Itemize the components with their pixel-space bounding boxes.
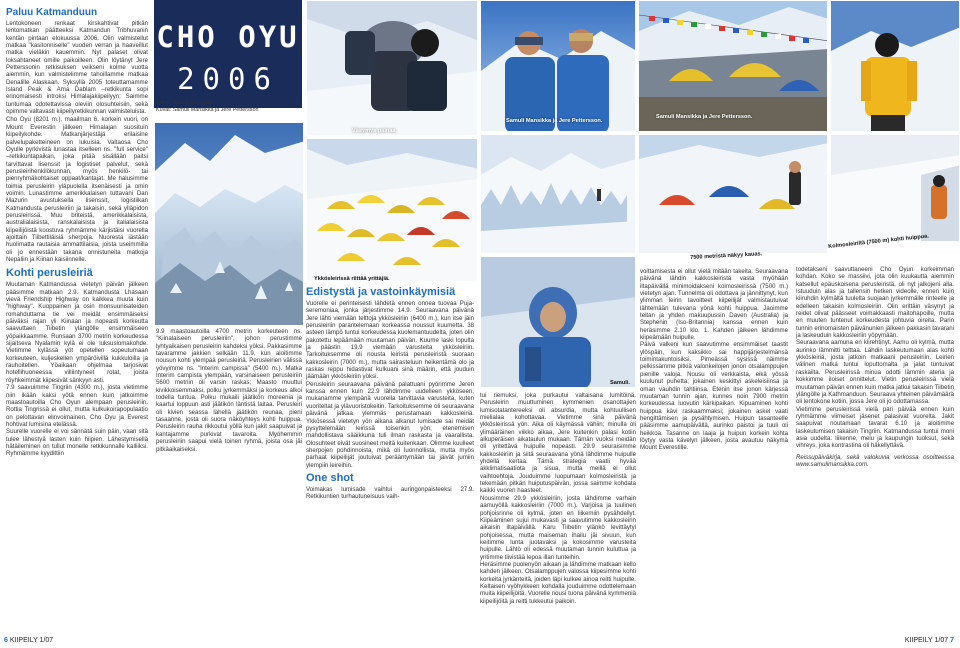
paragraph: Nousimme 29.9 ykkösleiriin, josta lähdimme varhain aamuyöllä kakkosleiriin (7000 m.). Varjoisa ja tuulinen pohjoisrinne oli kylmä, joten en liikemiin pysähdellyt. Kiipeäminen sujui mukavasti ja saavutimme kakkosleirin aikaisin iltapäivällä. Karu Tiibetin ylänkö levittäytyi pohjoisessa, mutta maiseman ihailu jäi sivuun, kun keitimme lunta juotavaksi ja kokosimme varusteita huipulle. Lähtö oli edessä muutaman tunnin kuluttua ja yritimme tiivistää lepoa illan tunteihin.	[480, 494, 636, 561]
section-heading: Kohti perusleiriä	[6, 267, 93, 280]
ice-field-photo	[480, 134, 636, 254]
paragraph: Heräsimme puolenyön aikaan ja lähdimme matkaan kello kahden jälkeen. Otsalamppujen valossa kiipesimme kohti korkeita jyrkänteitä, joiden läpi kulkee ainoa reitti huipulle. Keltaisen vyöhykkeen kohdalla jouduimme odottelemaan muita kiipeilijöitä. Vuorelle nousi tuona päivänä kymmeniä kiipeilijöitä ja reitti tukkeutui paikoin.	[480, 560, 636, 605]
photo-caption: 7500 metristä näkyy kauas.	[690, 251, 763, 261]
paragraph: Vietimme perusleirissä vielä pari päivää ennen kuin ryhmämme viimeiset jäsenet palasivat vuorelta. Jakit saapuivat noutamaan tavarat 6.10 ja aloitimme laskeutumisen takaisin Tingriin. Katmandussa tuntui moni asia uudelta: liikenne, melu ja kaupungin tuoksut, sekä vihreys, joka kontrastina oli häkellyttävä.	[796, 405, 954, 450]
samuli-portrait-photo	[480, 256, 636, 388]
photo-caption: Väsymys painaa.	[352, 128, 398, 134]
photo-caption: Samuli Mansikka ja Jere Pettersson.	[506, 118, 603, 124]
credits	[156, 100, 306, 114]
paragraph: todetakseni saavuttaneeni Cho Oyun korkeimman kohdan. Koko se massiivi, jota olin kuukautta aiemmin katsellut epäuskoisena perusleiristä, oli nyt jalkojeni alla. Istuuduin alas ja tallensin hetken videolle, ennen kuin kiiruhdin kylmältä tuulelta suojaan jyrkemmälle rinteelle ja edelleen takaisin kolmosleiriin. Olin erittäin väsynyt ja reidet olivat päässeet voimakkaasti maitohapoille, mutta en muuten tuntenut korkeudesta johtuvia oireita. Parin tunnin erinomaisten päivänunien jälkeen pakkasin tavarani ja laskeuduin kakkosleiriin yöpymään.	[796, 266, 954, 340]
prayer-flags-camp-photo	[638, 0, 828, 132]
icefall-photo	[154, 122, 304, 326]
right-text-column-3	[796, 266, 954, 626]
paragraph: voittamisesta ei ollut vielä mitään takeita. Seuraavana päivänä lähdin kakkosleiristä vasta myöhään iltapäivällä minimoidakseni kolmosleirissä (7500 m.) vietetyn ajan. Tunnelma oli odottava ja jännittynyt, kun ylimman leirin tavoitteet kiipeilijät valmistautuivat lähtemään tulevana yönä kohti huippua. Jaoimme teltan ja yhden makuupussin Daven (Australia) ja Stephenin (Iso-Britannia) kanssa ennen kuin heräsimme 2.10 klo. 1. Kahden jäikeen lähdimme kiipeämään huipulle.	[640, 268, 788, 342]
two-climbers-photo	[480, 0, 636, 132]
photo-caption: Ykkösleirissä riittää yrittäjiä.	[314, 276, 390, 282]
mid-right-text-column	[306, 284, 474, 636]
credit-line: Kuvat: Samuli Mansikka ja Jere Pettersson	[156, 107, 259, 113]
left-folio	[4, 637, 53, 644]
middle-text-column	[156, 328, 302, 624]
paragraph: Muutaman Katmandussa vietetyn päivän jälkeen pääsimme matkaan 2.9. Katmandusta Lhasaan vievä Friendship Highway on kaikkea muuta kuin "highway". Kuoppainen ja osin monsuunisateiden romahduttama tie vei meidät ensimmäiseksi päiväksi rajan yli Kiinaan ja nopeasti korkeutta saavuttaen Tiibetin ylängölle ensimmäiseen yöpaikkaamme. Runsaan 3700 metrin korkeudessa sijaitseva Nyalamin kylä ei ole luksuslomakohde. Vietimme kylässä yöt opetellen sopeutumaan korkeuteen, kuljeskellen ympäröivillä kukkuloilla ja rauhoitellen. Yöaikaan ohjelmaa tarjosivat hotellihuoneessa villiintyneet rotat, joista röyhkeimmät kiipesivät sänkyyn asti.	[6, 281, 148, 384]
paragraph: Voimakas lumisade vaihtui auringonpaisteeksi 27.9. Retkikuntien turhautuneisuus vaih-	[306, 485, 474, 501]
paragraph: Vuorelle ei perinteisesti lähdetä ennen onnea tuovaa Puja-seremoniaa, jonka järjestimme 14.9. Seuraavana päivänä Jere lähti viemään telttoja ykkösleiriin (6400 m.), kun itse jäin perusleiriin parantelemaan korkeassa noussut kuumetta. 38 asteen lämpö tuntui korkeudessa kuolemantuudelta, joten olin pakotettu lepäämään muutaman päivän. Kuume laski lopulta ja päästin 19.9 viemään varusteita ykkösleiriin. Tarkoituksemme oli nousta leiristä perusleiristä suoraan kakkosleirin (7000 m.), mutta sairasteluun heikentämä olo ja raskas reppu hidastivat kulkuani sinä määrin, että jouduin jäämään ykkösleiriin yöksi.	[306, 300, 474, 381]
camp-one-tents-photo	[306, 138, 478, 282]
paragraph: 9.9 maastoautoilla 4700 metrin korkeuteen ns. "Kiinalaiseen perusleiriin", johon perustimme lyhtyaikaisen perusleirin kahdeksi yöksi. Pakkasimme tavaramme jakkien selkään 11.9, kun aloitimme nousun kohti ylempää perusleiriä. Perusleirien välissä yövyimme ns. "Interim campissa" (5400 m.). Matka Interim campista ylempään, varsinaiseen perusleiriin 5600 metriin oli varsin raskas; Maasto muuttui kivikkoisemmaksi, polku jyrkemmäksi ja korkeus alkoi todella tuntua. Polku mukaili jäätikön moreenia ja kaartui loppuun asti jäätikön läntistä laitaa. Perusleiri oli kivien seassa lähellä jäätikön reunaa, pieni tasaanne, josta oli suora näköyhteys kohti huippua. Perusleirin rauha rikkoutui yöllä kun jakit saapuivat ja kantajamme purkivat tavaroita. Myöhemmin perusleiriin saapui vielä toinen ryhmä, joista osa jäi pitkäaikaiseksi.	[156, 328, 302, 453]
magazine-issue: KIIPEILY 1/07	[9, 637, 54, 644]
section-heading: Edistystä ja vastoinkäymisiä	[306, 286, 456, 298]
photo-caption: Kolmosleiriltä (7500 m) kohti huippua.	[828, 233, 930, 250]
camp-three-view-photo	[830, 134, 960, 242]
paragraph: Lentokoneen renkaat kirskahtivat pitkän lentomatkan päätteeksi Katmandun Tribhuvanin kentän pintaan elokuussa 2006. Olin valmistellut matkaa "kasitonniselle" vuoden verran ja haaveillut matka vieläkin kauemmin. Nyt palaset olivat loksahtaneet omille paikoilleen. Olin löytänyt Jere Petterssonin retkisuksen veikseni kolme vuotta aiemmin, kun valmistelimme tahoillamme matkaa Denalille Alaskaan. Syksyllä 2005 toteuttamamme Island Peak & Ama Dablam –retkikunta sopi erinomaisesti introksi Himalajakiipeilyyn; Saimme tuntumaa odotettavissa oleviin olosuhteisiin, sekä opimme valtavasti kiipeilyretkikunnan valmisteluista.	[6, 20, 148, 116]
magazine-issue: KIIPEILY 1/07	[904, 637, 949, 644]
paragraph: Suurelle vuorelle ei voi sännätä suin päin, vaan sitä tulee lähestyä lasten kuin hiipien. Lähestymisellä hätäileminen on tullut monelle retkikunnalle kalliiksi. Ryhmämme kyydittiin	[6, 428, 148, 458]
paragraph: Seuraavana aamuna en kiirehtinyt. Aamu oli kylmä, mutta aurinko lämmitti telttaa. Lähdin laskeutumaan alas kohti ykkösleiriä, josta jatkoin matkaani perusleiriin. Leirien välinen matka tuntui loputtomalta ja jalat tuntuivat raskailta. Perusleirissä minua odotti lämmin ateria ja kokkimme iloiset onnittelut. Vietin perusleirissä vielä muutaman päivän ennen kuin matka jatkui takaisin Tiibetin ylängölle ja Kathmanduun. Seuraava yhteinen päivämäärä oli lentokone kotiin, jossa Jere oli jo odottamassa.	[796, 339, 954, 406]
page-number: 7	[950, 637, 954, 644]
right-text-column-1	[480, 392, 636, 636]
section-heading: Paluu Katmanduun	[6, 7, 98, 18]
paragraph: 7.9 saavuimme Tingriin (4300 m.), josta vietimme niin ikään kaksi yötä ennen kuin jatkoimme maastoautoilla Cho Oyun alempaan perusleiriin. Rottia Tingrissä ei ollut, mutta kulkukoirapopulaatio on pelottavan elinvoimainen. Cho Oyu ja Everest hohtivat lumisina etelässä.	[6, 384, 148, 428]
paragraph: Perusleirin seuraavana päivänä palattuani pyörimme Jeren kanssa ennen kuin 22.9 lähdimme uudelleen ykköseen, mukanamme ylempänä vuorella tarvittavia varusteita, kuten vuoriteltat ja ylävuoristokeitin. Tarkoituksemme oli seuraavana päivänä jatkaa ylemmäs perustamaan kakkosleiriä. Ykkösessä vietetyn yön aikana alkanut lumisade sai meidät pysyttelemään leirissä toisenkin yön; etenemisen mahdollistava sääikkuna tuli ilman raskasta ja vaarallista. Olosuhteet eivät suosineet meitä kuitenkaan. Olimme kuulleet sherpojen pohdinnoista, mikä oli luonnollista, mutta myös parhaat kiipeilijät joutuivat perääntymään tai jäivät jumiin ylempiin leireihin.	[306, 380, 474, 469]
section-heading: One shot	[306, 471, 354, 484]
summit-climber-photo	[830, 0, 960, 132]
right-folio	[905, 637, 954, 644]
article-title: CHO OYU	[156, 20, 300, 54]
snowy-camp-photo	[638, 134, 828, 254]
web-credit: Reissupäiväkirja, sekä valokuvia verkossa osoitteessa www.samulimansikka.com.	[796, 453, 954, 468]
left-text-column	[6, 6, 148, 636]
right-text-column-2	[640, 268, 788, 636]
paragraph: Päivä valkeni kun saavutimme ensimmäiset taastit ylöspäin, kun kaksikko sai happijärjestelmänsä toimintakuntoisiksi. Pimeässä sysissä näimme pelkissämme pitkiä valonkeilojen jonon otsalamppujen pienille valoja. Nousu oli verkkaista, eikä yössä kuulunut puhetta; jokainen keskittyi askeleisiinsa ja oman vauhdin tahtiinsa. Etenin itse jonon kärjessä muutaman tunnin ajan, kunnes noin 7900 metrin korkeudessa luovutin kärkipaikan. Kipuaminen kohti huippua kävi raskaammaksi; jokainen askel vaati hengittämisen ja pysähtymisen. Huipun tasanteelle pääsimme aamupäivällä, aurinko paistoi ja tuuli oli heikkoa. Tasanne on laaja ja huipun korkein kohta löytyy vasta kävelyn jälkeen, josta avautuu näkymä Mount Everestille.	[640, 341, 788, 452]
credit-line: Teksti: Samuli Mansikka	[156, 100, 214, 106]
photo-caption: Samuli.	[610, 380, 630, 386]
title-block	[154, 0, 302, 108]
article-year: 2006	[177, 62, 279, 96]
photo-caption: Samuli Mansikka ja Jere Pettersson.	[656, 114, 753, 120]
paragraph: tui riemuksi, joka purkautui valtaisana lumitöinä. Perusleirin muuttuminen kymmenien osanottajien lumisotatantereeksi oli absurdia, mutta kohtuullisen mielialaa kohottavaa. Vietimme sinä päivänä ykkösleirissä yön. Aika oli käymässä vähiin; minulla oli ylimääräinen viikko aikaa, Jere kuitenkin palasi kotiin alkuperäisen aikataulun mukaan. Tämän vuoksi meidän oli yritettävä huipulle nopeasti. 29.9 seuraisimme kakkosleiriin ja siitä seuraavana yönä lähdimme huipulle yhdellä kertaa. Tämä strategia vaatii hyvää akklimatisaatiota ja sisua, mutta meillä ei ollut vaihtoehtoja. Jouduimme luopumaan kolmosleiristä ja tekemään pitkän huiputuspäivän, jossa saimme kohdata kaikki vuoren haasteet.	[480, 392, 636, 495]
page-number: 6	[4, 637, 8, 644]
paragraph: Cho Oyu (8201 m.), maailman 6. korkein vuori, on Mount Everestin jälkeen Himalajan suosituin kiipeilykohde. Matkanjärjestäjä erilaisine palvelupaketteineen on lukuisia. Valtaosa Cho Oyulle pyrkivistä lunastaa itselleen ns. "full service" –retkikuntapaikan, joka pitää sisällään paitsi tarvittavat lisenssit ja logistiset palvelut, sekä perusleirihenkilökunnan, myös henkilö- tai pienryhmäkohtaiset oppaat/kantajat. Me halusimme toimia perusleirin yläpuolella itsenäisesti ja omin voimin. Lunastimme amerikkalaisen tuttavani Dan Mazurin avustuksella lisenssit, logistiikan Katmandusta perusleiriin ja takaisin, sekä ylläpidon perusleirissä. Muu briteistä, amerikkalaisista, australialaisista, ranskalaisista ja italialaisista kiipeilijöistä koostuva ryhmämme kärjistäisi vuorella ajoittain Tiibettiläisiä sherpoja. Nuoresta iästään huolimatta rautaisia ammattilaisia, joista useimmilla oli jo ennestään takana onnistuneita matkoja Nepaliin ja Kiinan kaisiinnelle.	[6, 116, 148, 263]
climber-rest-photo	[306, 0, 478, 136]
